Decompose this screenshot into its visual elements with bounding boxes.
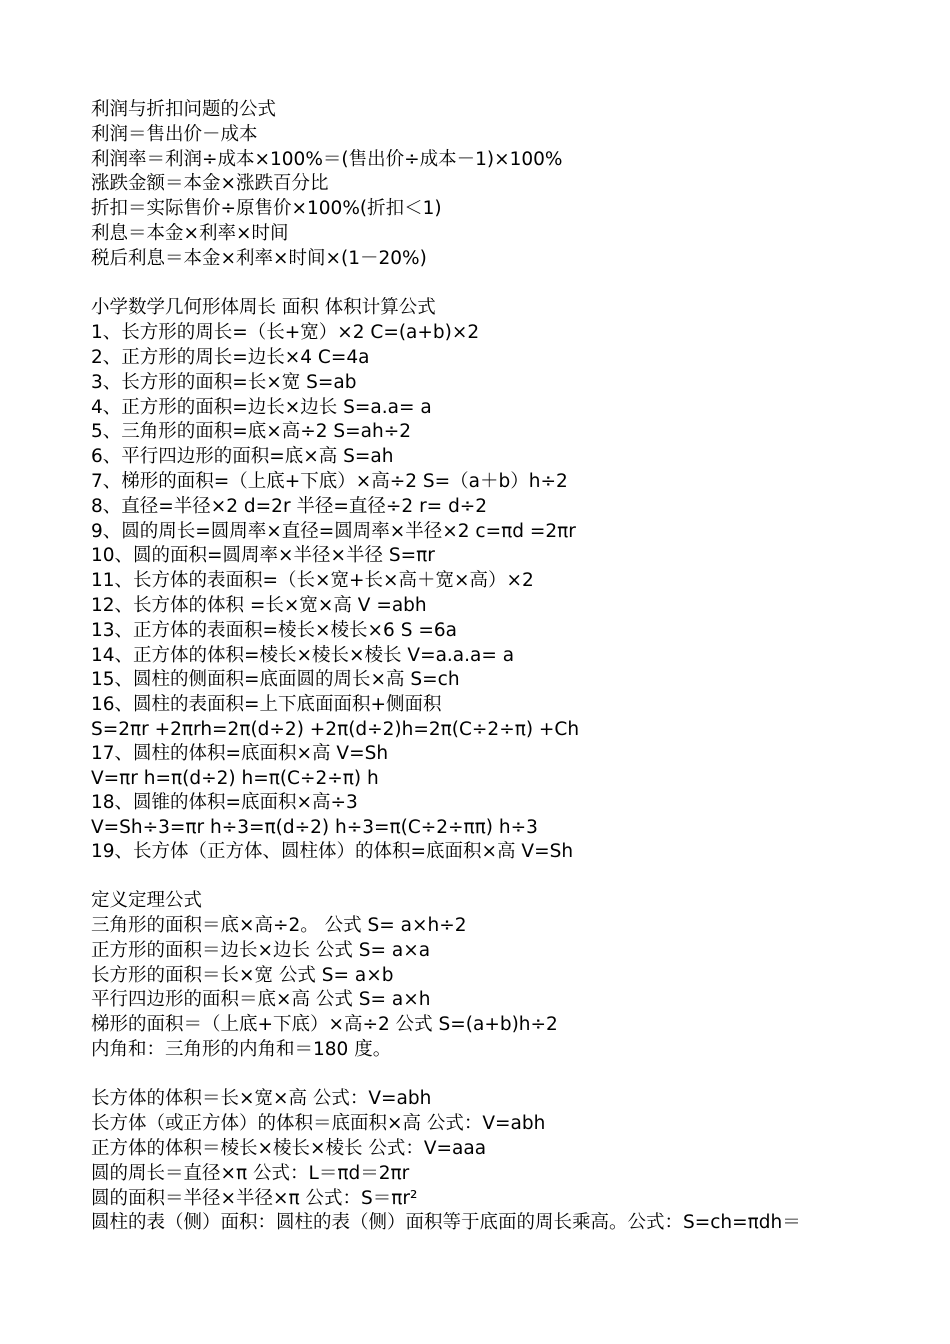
formula-line: V=πr h=π(d÷2) h=π(C÷2÷π) h [91, 767, 379, 789]
formula-line: S=2πr +2πrh=2π(d÷2) +2π(d÷2)h=2π(C÷2÷π) +Ch [91, 718, 580, 740]
text-line: 5、三角形的面积=底×高÷2 S=ah÷2 [91, 421, 412, 443]
text-line: 圆的周长＝直径×π 公式：L＝πd＝2πr [91, 1162, 410, 1184]
text-line: 2、正方形的周长=边长×4 C=4a [91, 346, 370, 368]
text-line: 14、正方体的体积=棱长×棱长×棱长 V=a.a.a= a [91, 644, 515, 666]
text-line: 利润＝售出价－成本 [91, 123, 258, 145]
text-line: 长方形的面积＝长×宽 公式 S= a×b [91, 964, 394, 986]
text-line: 正方体的体积＝棱长×棱长×棱长 公式：V=aaa [91, 1138, 487, 1160]
text-line: 长方体（或正方体）的体积＝底面积×高 公式：V=abh [91, 1113, 546, 1135]
text-line: 1、长方形的周长=（长+宽）×2 C=(a+b)×2 [91, 322, 480, 344]
text-line: 9、圆的周长=圆周率×直径=圆周率×半径×2 c=πd =2πr [91, 520, 576, 542]
formula-line: V=Sh÷3=πr h÷3=π(d÷2) h÷3=π(C÷2÷ππ) h÷3 [91, 816, 538, 838]
text-line: 7、梯形的面积=（上底+下底）×高÷2 S=（a＋b）h÷2 [91, 470, 568, 492]
text-line: 6、平行四边形的面积=底×高 S=ah [91, 446, 394, 468]
blank-line [91, 1063, 871, 1088]
text-line: 4、正方形的面积=边长×边长 S=a.a= a [91, 396, 432, 418]
text-line: 涨跌金额＝本金×涨跌百分比 [91, 173, 329, 195]
text-line: 税后利息＝本金×利率×时间×(1－20%) [91, 247, 427, 269]
text-line: 19、长方体（正方体、圆柱体）的体积=底面积×高 V=Sh [91, 840, 574, 862]
text-line: 利息＝本金×利率×时间 [91, 222, 289, 244]
text-line: 三角形的面积＝底×高÷2。 公式 S= a×h÷2 [91, 914, 467, 936]
text-line: 折扣＝实际售价÷原售价×100%(折扣＜1) [91, 198, 442, 220]
text-line: 17、圆柱的体积=底面积×高 V=Sh [91, 742, 389, 764]
text-line: 8、直径=半径×2 d=2r 半径=直径÷2 r= d÷2 [91, 495, 488, 517]
section-title-definitions: 定义定理公式 [91, 890, 203, 912]
text-line: 12、长方体的体积 =长×宽×高 V =abh [91, 594, 427, 616]
text-line: 13、正方体的表面积=棱长×棱长×6 S =6a [91, 619, 457, 641]
text-line: 梯形的面积＝（上底+下底）×高÷2 公式 S=(a+b)h÷2 [91, 1014, 558, 1036]
text-line: 圆的面积＝半径×半径×π 公式：S＝πr² [91, 1187, 418, 1209]
text-line: 3、长方形的面积=长×宽 S=ab [91, 371, 357, 393]
text-line: 16、圆柱的表面积=上下底面面积+侧面积 [91, 694, 442, 716]
section-title-geometry: 小学数学几何形体周长 面积 体积计算公式 [91, 297, 436, 319]
text-line: 利润率＝利润÷成本×100%＝(售出价÷成本－1)×100% [91, 148, 563, 170]
text-line: 15、圆柱的侧面积=底面圆的周长×高 S=ch [91, 669, 460, 691]
blank-line [91, 272, 871, 297]
text-line: 内角和：三角形的内角和＝180 度。 [91, 1038, 392, 1060]
blank-line [91, 864, 871, 889]
text-line: 圆柱的表（侧）面积：圆柱的表（侧）面积等于底面的周长乘高。公式：S=ch=πdh＝ [91, 1212, 801, 1234]
section-title-profit: 利润与折扣问题的公式 [91, 99, 277, 120]
text-line: 10、圆的面积=圆周率×半径×半径 S=πr [91, 545, 435, 567]
text-line: 11、长方体的表面积=（长×宽+长×高＋宽×高）×2 [91, 570, 534, 592]
text-line: 正方形的面积＝边长×边长 公式 S= a×a [91, 939, 431, 961]
text-line: 18、圆锥的体积=底面积×高÷3 [91, 791, 358, 813]
text-line: 平行四边形的面积＝底×高 公式 S= a×h [91, 989, 431, 1011]
text-line: 长方体的体积＝长×宽×高 公式：V=abh [91, 1088, 432, 1110]
document-body [91, 98, 871, 1236]
